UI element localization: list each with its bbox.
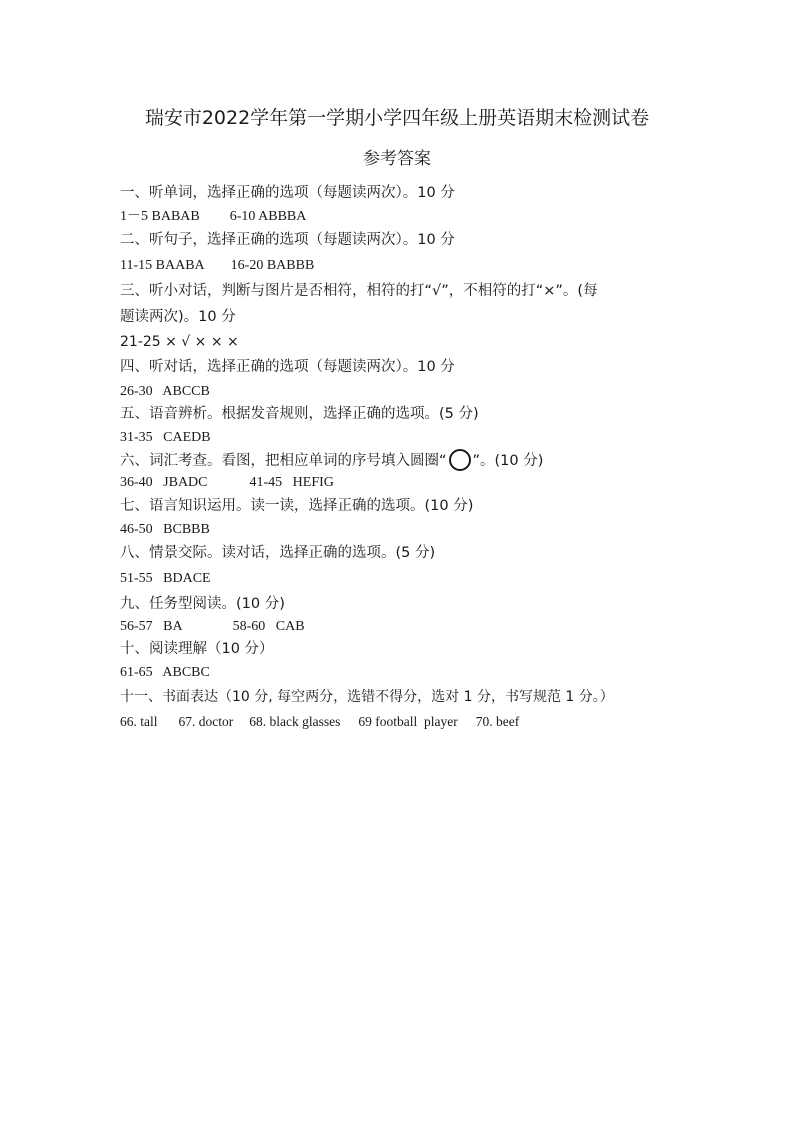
section-3-heading-line-2: 题读两次)。10 分 (120, 309, 236, 325)
answer-group: 51-55 BDACE (120, 571, 211, 586)
document-subtitle: 参考答案 (363, 149, 431, 169)
section-11-answers (120, 711, 519, 733)
section-10-heading: 十、阅读理解（10 分） (120, 641, 274, 657)
answer-item: 66. tall (120, 714, 158, 729)
answer-group: 1－5 BABAB (120, 209, 200, 224)
section-2-heading: 二、听句子，选择正确的选项（每题读两次）。10 分 (120, 232, 455, 248)
section-4-answers (120, 381, 210, 403)
section-1-heading: 一、听单词，选择正确的选项（每题读两次）。10 分 (120, 185, 455, 201)
section-9-heading: 九、任务型阅读。(10 分) (120, 596, 285, 612)
section-6-heading-after: ”。(10 分) (472, 453, 544, 469)
answer-group: 41-45 HEFIG (249, 475, 334, 490)
answer-item: 70. beef (475, 714, 520, 729)
answer-group: 6-10 ABBBA (229, 209, 307, 224)
answer-item: 67. doctor (178, 714, 234, 729)
answer-group: 16-20 BABBB (230, 258, 315, 273)
blank-circle-icon (449, 449, 471, 471)
section-6-heading (120, 449, 543, 472)
section-1-answers (120, 206, 306, 228)
section-3-answers (120, 331, 239, 354)
section-5-heading: 五、语音辨析。根据发音规则，选择正确的选项。(5 分) (120, 406, 479, 422)
section-8-answers (120, 568, 211, 590)
answer-item: 69 football player (358, 714, 458, 729)
answer-group: 36-40 JBADC (120, 475, 208, 490)
section-3-heading-line-1: 三、听小对话，判断与图片是否相符，相符的打“√”，不相符的打“×”。(每 (120, 283, 598, 299)
answer-group: 21-25 × √ × × × (120, 334, 239, 350)
section-8-heading: 八、情景交际。读对话，选择正确的选项。(5 分) (120, 545, 436, 561)
answer-group: 56-57 BA (120, 619, 183, 634)
section-6-answers (120, 472, 334, 494)
section-2-answers (120, 255, 314, 277)
section-7-answers (120, 519, 210, 541)
section-5-answers (120, 427, 211, 449)
section-4-heading: 四、听对话，选择正确的选项（每题读两次）。10 分 (120, 359, 455, 375)
answer-group: 46-50 BCBBB (120, 522, 210, 537)
section-11-heading: 十一、书面表达（10 分, 每空两分，选错不得分，选对 1 分，书写规范 1 分。） (120, 689, 614, 705)
answer-group: 61-65 ABCBC (120, 665, 210, 680)
answer-group: 11-15 BAABA (120, 258, 205, 273)
section-6-heading-before: 六、词汇考查。看图，把相应单词的序号填入圆圈“ (120, 453, 447, 469)
answer-group: 31-35 CAEDB (120, 430, 211, 445)
answer-item: 68. black glasses (249, 714, 341, 729)
section-9-answers (120, 616, 305, 638)
section-10-answers (120, 662, 210, 684)
section-7-heading: 七、语言知识运用。读一读，选择正确的选项。(10 分) (120, 498, 474, 514)
answer-group: 58-60 CAB (232, 619, 305, 634)
document-title: 瑞安市2022学年第一学期小学四年级上册英语期末检测试卷 (144, 107, 650, 129)
answer-group: 26-30 ABCCB (120, 384, 210, 399)
